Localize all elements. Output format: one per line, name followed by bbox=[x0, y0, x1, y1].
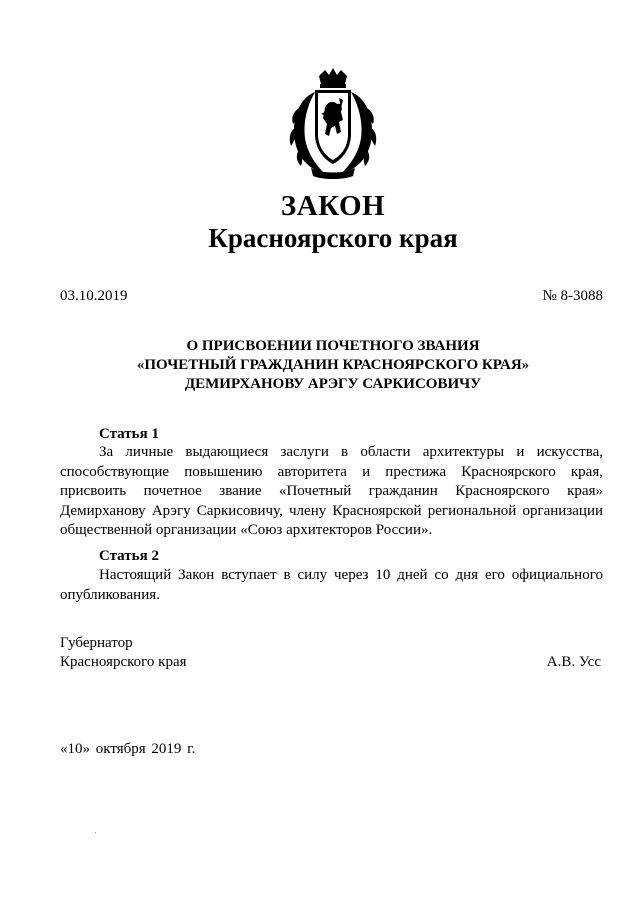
scan-artifact bbox=[95, 832, 96, 833]
article-1-body: За личные выдающиеся заслуги в области архитектуры и искусства, способствующие повышению авторитета и престижа Красноярского края, присвоить почетное звание «Почетный гражданин Красноярского края» Демирханову Арэгу Саркисовичу, члену Красноярской региональной организации общественной организации «Союз архитекторов России». bbox=[60, 444, 603, 538]
subject-line-2: «ПОЧЕТНЫЙ ГРАЖДАНИН КРАСНОЯРСКОГО КРАЯ» bbox=[136, 357, 530, 373]
article-1-heading: Статья 1 bbox=[99, 426, 159, 442]
signatory-title: Губернатор bbox=[60, 635, 133, 651]
subject-line-1: О ПРИСВОЕНИИ ПОЧЕТНОГО ЗВАНИЯ bbox=[186, 338, 480, 354]
article-2-body: Настоящий Закон вступает в силу через 10 дней со дня его официального опубликования. bbox=[60, 567, 603, 603]
law-title: ЗАКОН bbox=[280, 190, 386, 222]
signing-date: «10» октября 2019 г. bbox=[60, 741, 196, 757]
law-region: Красноярского края bbox=[208, 223, 458, 253]
coat-of-arms-icon bbox=[285, 68, 381, 180]
document-number: № 8-3088 bbox=[542, 288, 603, 304]
document-date: 03.10.2019 bbox=[60, 288, 128, 304]
subject-line-3: ДЕМИРХАНОВУ АРЭГУ САРКИСОВИЧУ bbox=[184, 376, 482, 392]
signatory-region: Красноярского края bbox=[60, 654, 187, 670]
article-2-heading: Статья 2 bbox=[99, 548, 159, 564]
law-subject bbox=[60, 337, 606, 394]
signatory-name: А.В. Усс bbox=[546, 654, 601, 670]
